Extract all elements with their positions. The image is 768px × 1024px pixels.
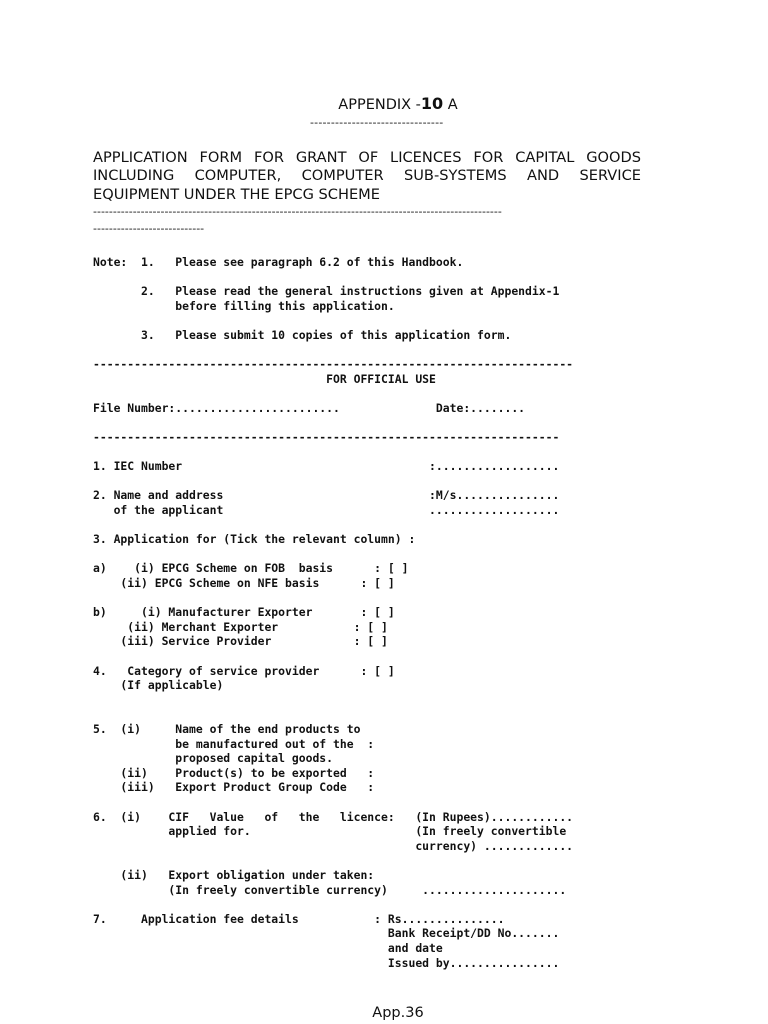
file-number-field: File Number:........................ Date:........: [93, 400, 526, 415]
end-products-field: proposed capital goods.: [93, 751, 334, 766]
application-fee-field: and date: [93, 941, 443, 955]
name-address-field: of the applicant ...................: [93, 503, 560, 517]
merchant-exporter-option: (ii) Merchant Exporter : [ ]: [93, 619, 388, 634]
application-fee-field: Bank Receipt/DD No.......: [93, 926, 560, 941]
products-exported-field: (ii) Product(s) to be exported :: [93, 765, 375, 780]
service-provider-option: (iii) Service Provider : [ ]: [93, 634, 388, 649]
service-provider-category-field: 4. Category of service provider : [ ]: [93, 663, 395, 678]
note-line: Note: 1. Please see paragraph 6.2 of this Handbook.: [93, 255, 464, 269]
end-products-field: be manufactured out of the :: [93, 736, 375, 751]
name-address-field: 2. Name and address :M/s...............: [93, 488, 560, 503]
export-obligation-field: (In freely convertible currency) .....................: [93, 882, 567, 897]
application-for-heading: 3. Application for (Tick the relevant column) :: [93, 532, 416, 547]
manufacturer-exporter-option: b) (i) Manufacturer Exporter : [ ]: [93, 605, 395, 620]
service-provider-category-note: (If applicable): [93, 678, 224, 693]
application-fee-field: 7. Application fee details : Rs...............: [93, 911, 505, 926]
cif-value-field: currency) .............: [93, 838, 574, 853]
epcg-nfe-option: (ii) EPCG Scheme on NFE basis : [ ]: [93, 576, 395, 590]
appendix-prefix: APPENDIX -: [338, 97, 421, 113]
page-number: App.36: [372, 1005, 424, 1021]
note-line: before filling this application.: [93, 298, 395, 313]
epcg-fob-option: a) (i) EPCG Scheme on FOB basis : [ ]: [93, 561, 409, 576]
note-line: 2. Please read the general instructions given at Appendix-1: [93, 284, 560, 298]
official-use-heading: FOR OFFICIAL USE: [93, 371, 436, 386]
export-obligation-field: (ii) Export obligation under taken:: [93, 868, 375, 882]
section-rule: ----------------------------------------------------------------------: [93, 357, 574, 371]
note-line: 3. Please submit 10 copies of this application form.: [93, 327, 512, 342]
title-underline: --------------------------------: [310, 116, 444, 129]
form-title-rule: -------------------------------------------------------------------------------------------------------: [93, 205, 502, 218]
iec-number-field: 1. IEC Number :..................: [93, 459, 560, 474]
form-title: APPLICATION FORM FOR GRANT OF LICENCES FOR CAPITAL GOODS INCLUDING COMPUTER, COMPUTER SUB-SYSTEMS AND SERVICE EQUIPMENT UNDER THE EPCG SCHEME: [93, 149, 641, 203]
appendix-suffix: A: [443, 97, 458, 113]
export-product-group-field: (iii) Export Product Group Code :: [93, 780, 375, 795]
end-products-field: 5. (i) Name of the end products to: [93, 722, 361, 736]
appendix-number: 10: [420, 94, 444, 113]
cif-value-field: 6. (i) CIF Value of the licence: (In Rupees)............: [93, 809, 574, 824]
appendix-title: [0, 94, 768, 113]
section-rule: --------------------------------------------------------------------: [93, 430, 560, 444]
form-title-rule: ----------------------------: [93, 222, 205, 235]
cif-value-field: applied for. (In freely convertible: [93, 824, 567, 839]
application-fee-field: Issued by................: [93, 955, 560, 970]
